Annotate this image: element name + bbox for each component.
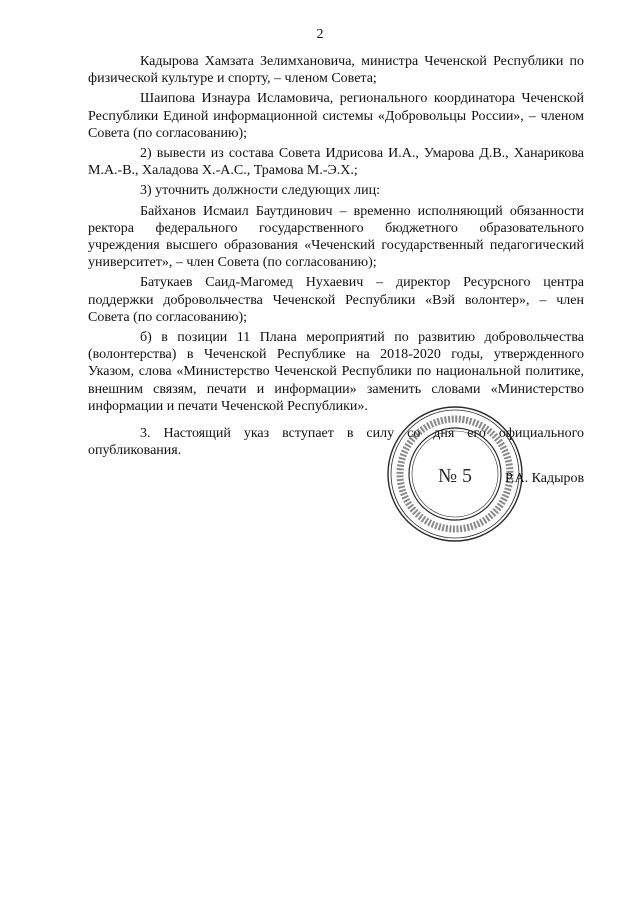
paragraph-plan-item-11: б) в позиции 11 Плана мероприятий по развитию добровольчества (волонтерства) в Чеченской Республике на 2018-2020 годы, утвержденного Указом, слова «Министерство Чеченской Республики по национальной политике, внешним связям, печати и информации» заменить словами «Министерство информации и печати Чеченской Республики». bbox=[88, 330, 584, 414]
paragraph-baikhanov: Байханов Исмаил Баутдинович – временно исполняющий обязанности ректора федерального государственного бюджетного образовательного учреждения высшего образования «Чеченский государственный педагогический университет», – член Совета (по согласованию); bbox=[88, 203, 584, 271]
document-body bbox=[88, 53, 584, 462]
official-seal-stamp bbox=[385, 404, 525, 544]
paragraph-clarify-positions: 3) уточнить должности следующих лиц: bbox=[140, 183, 380, 199]
stamp-number: № 5 bbox=[437, 465, 473, 487]
paragraph-shaipov: Шаипова Изнаура Исламовича, регионального координатора Чеченской Республики Единой информационной системы «Добровольцы России», – членом Совета (по согласованию); bbox=[88, 91, 584, 141]
paragraph-remove-members: 2) вывести из состава Совета Идрисова И.А., Умарова Д.В., Ханарикова М.А.-В., Халадова Х.-А.С., Трамова М.-Э.Х.; bbox=[88, 146, 584, 179]
page-number: 2 bbox=[316, 27, 324, 42]
paragraph-batukaev: Батукаев Саид-Магомед Нухаевич – директор Ресурсного центра поддержки добровольчества Чеченской Республики «Вэй волонтер», – член Совета (по согласованию); bbox=[88, 275, 584, 325]
paragraph-kadyrov: Кадырова Хамзата Зелимхановича, министра Чеченской Республики по физической культуре и спорту, – членом Совета; bbox=[88, 54, 584, 87]
paragraph-entry-into-force: 3. Настоящий указ вступает в силу со дня его официального опубликования. bbox=[88, 426, 584, 459]
signature-name: Р.А. Кадыров bbox=[505, 471, 585, 486]
